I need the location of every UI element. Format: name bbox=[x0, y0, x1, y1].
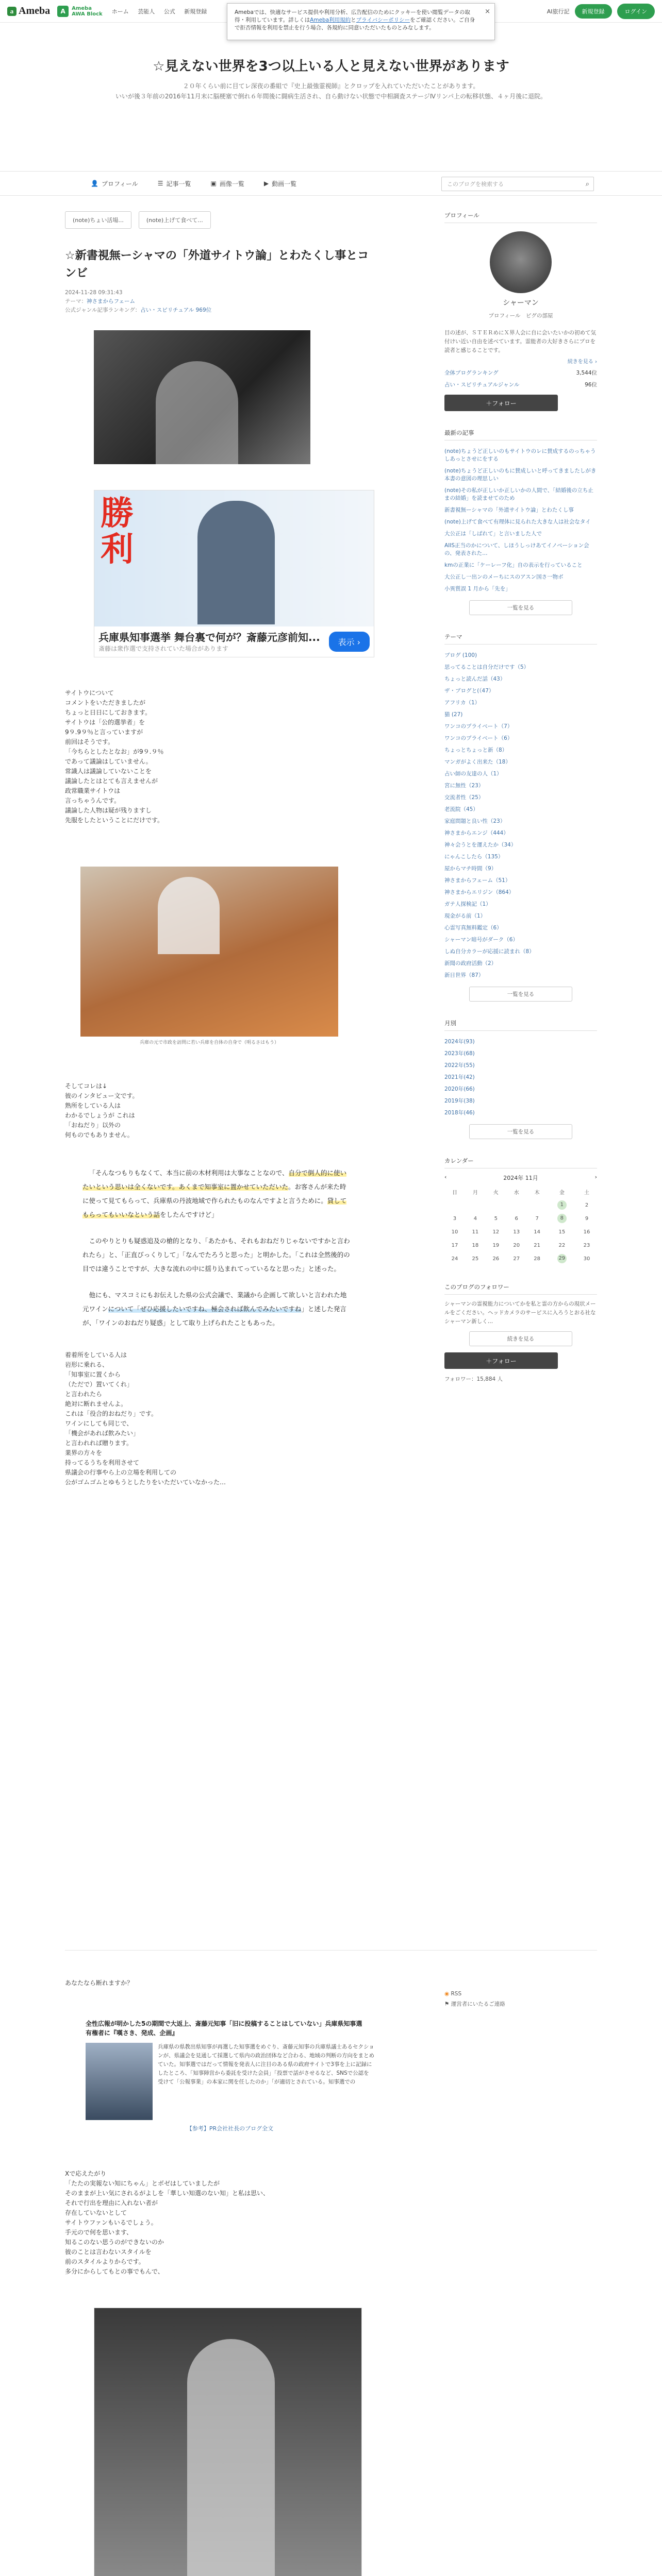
top-nav-home[interactable]: ホーム bbox=[111, 8, 129, 15]
calendar-day-number: 27 bbox=[513, 1256, 520, 1262]
text-line: 「機会があれば飲みたい」 bbox=[65, 1430, 140, 1437]
calendar-day bbox=[527, 1198, 548, 1212]
entry-body-1 bbox=[65, 688, 376, 825]
theme-link[interactable]: マンガがよく出来た（18） bbox=[444, 759, 511, 765]
news-ad-2[interactable] bbox=[94, 2308, 362, 2576]
next-entry-link[interactable]: (note)上げて食べて... bbox=[139, 211, 211, 229]
recent-entry-link[interactable]: kmの正業に「ケーレーフ化」自の表示を行っていること bbox=[444, 562, 583, 568]
month-link[interactable]: 2019年(38) bbox=[444, 1098, 475, 1104]
calendar-day bbox=[576, 1212, 597, 1225]
theme-link[interactable]: 心霊写真無料鑑定（6） bbox=[444, 925, 502, 931]
calendar-prev[interactable]: ‹ bbox=[444, 1174, 447, 1180]
continued-entry bbox=[65, 1978, 426, 2576]
theme-link[interactable]: 現金がる前（1） bbox=[444, 913, 486, 919]
calendar-day bbox=[506, 1239, 527, 1252]
theme-link[interactable]: 宮に無性（23） bbox=[444, 783, 484, 789]
text-line: 「今ちらとしたとなお」が9９.９％ bbox=[65, 748, 164, 755]
text-line: 前回はそうです。 bbox=[65, 738, 114, 745]
recent-heading: 最新の記事 bbox=[444, 429, 597, 440]
month-list bbox=[444, 1036, 597, 1119]
theme-link[interactable]: 神々会うとを運えたか（34） bbox=[444, 842, 517, 848]
theme-link[interactable]: 老流院（45） bbox=[444, 806, 478, 812]
calendar-day-number: 28 bbox=[534, 1256, 541, 1262]
calendar-day-number: 7 bbox=[535, 1215, 539, 1222]
calendar-day-number[interactable]: 1 bbox=[557, 1200, 567, 1210]
followers-text: シャーマンの霊視能力についてかを私と霊の方からの現状メールをごください。ヘッドカメラのサーピスに入ろうとおる社なシャーマン新しく… bbox=[444, 1301, 596, 1325]
month-link[interactable]: 2020年(66) bbox=[444, 1086, 475, 1092]
recent-entry-link[interactable]: AIIS正当のかについて、しほうしっけあてイノベーション会の、発表された… bbox=[444, 543, 589, 556]
calendar-day-number: 25 bbox=[472, 1256, 479, 1262]
text-line: 知るこのない思うのができないのか bbox=[65, 2239, 164, 2246]
entry-photo-2 bbox=[80, 867, 338, 1037]
ad2-image bbox=[94, 2308, 361, 2576]
calendar-day-number: 15 bbox=[558, 1229, 566, 1235]
theme-link[interactable]: ワンコのプライベート（6） bbox=[444, 735, 513, 741]
calendar-day bbox=[465, 1212, 486, 1225]
theme-link[interactable]: 新日世界（87） bbox=[444, 972, 484, 978]
calendar-day-number: 4 bbox=[473, 1215, 477, 1222]
text-line: 持ってるうちを利用させて bbox=[65, 1459, 140, 1466]
theme-link[interactable]: シャーマン暗号がダーク（6） bbox=[444, 937, 518, 943]
blog-title[interactable]: ☆見えない世界を3つ以上いる人と見えない世界があります bbox=[153, 59, 509, 74]
text-line: 熟所をしている人は bbox=[65, 1102, 121, 1109]
recent-entry-link[interactable]: 小異質誤 1 月から「先を」 bbox=[444, 586, 511, 592]
text-line: であって議論はしていません。 bbox=[65, 758, 152, 765]
profile-heading: プロフィール bbox=[444, 211, 597, 223]
text-line: 常識人は議論していないことを bbox=[65, 768, 152, 775]
news-headline[interactable]: 全性広報が明かした5の期間で大返上、斎藤元知事「旧に投稿することはしていない」兵庫県知事選 有権者に『嘆さき、発成、企画』 bbox=[86, 2020, 369, 2037]
calendar-day bbox=[444, 1225, 465, 1239]
calendar-header bbox=[444, 1174, 597, 1182]
top-nav-official[interactable]: 公式 bbox=[163, 8, 175, 15]
calendar-day bbox=[576, 1239, 597, 1252]
theme-link[interactable]: アフリカ（1） bbox=[444, 700, 481, 706]
calendar-month: 2024年 11月 bbox=[503, 1175, 538, 1181]
text-line: ちょっと日日にしておきます。 bbox=[65, 709, 152, 716]
bottom-intro: あなたなら断れますか？ bbox=[65, 1979, 134, 1987]
awa-logo[interactable]: A Ameba AWA Block bbox=[57, 6, 103, 17]
text-line: と言われれば贈ります。 bbox=[65, 1439, 133, 1447]
text-line: そしてコレは↓ bbox=[65, 1082, 108, 1090]
blog-description-2: いいが後３年前の2016年11月末に脳梗塞で倒れ６年間後に闘病生活され、自ら動けない状態で中相調査ステージⅣリンパ上の転移状態、４ヶ月後に退院。 bbox=[115, 93, 547, 100]
ad-show-button[interactable]: 表示 › bbox=[329, 632, 370, 652]
calendar-day-number: 13 bbox=[513, 1229, 520, 1235]
calendar-weekday: 木 bbox=[534, 1190, 540, 1196]
blog-search-input[interactable]: このブログを検索する ⌕ bbox=[441, 177, 594, 191]
recent-entry-link[interactable]: (note)ちょうど正しいのもに賛成しいと呼ってきましたしがき本書の意図の理思しい bbox=[444, 468, 597, 482]
blog-nav bbox=[0, 171, 662, 196]
calendar-day bbox=[506, 1198, 527, 1212]
calendar-day-number: 5 bbox=[494, 1215, 498, 1222]
report-link[interactable]: ⚑ 運営者にいたるご連絡 bbox=[444, 2001, 505, 2007]
calendar-day bbox=[576, 1225, 597, 1239]
ad-badge: 勝利 bbox=[101, 495, 134, 569]
theme-list bbox=[444, 650, 597, 981]
calendar-day bbox=[506, 1225, 527, 1239]
rss-area bbox=[444, 1989, 505, 2009]
calendar-day[interactable] bbox=[548, 1252, 576, 1265]
month-link[interactable]: 2021年(42) bbox=[444, 1074, 475, 1080]
themes-all-button[interactable]: 一覧を見る bbox=[469, 987, 572, 1002]
ad-headline: 兵庫県知事選挙 舞台裏で何が？斎藤元彦前知... bbox=[98, 631, 320, 643]
calendar-next[interactable]: › bbox=[594, 1174, 597, 1180]
profile-icon: 👤 bbox=[91, 180, 98, 187]
follow-button[interactable]: ＋フォロー bbox=[444, 395, 558, 411]
entry-body-3 bbox=[65, 1350, 376, 1487]
ad-subtext: 斎藤は衆作選で支持されていた場合があります bbox=[98, 645, 229, 652]
rank-genre[interactable]: 占い・スピリチュアルジャンル 96位 bbox=[444, 382, 597, 388]
entry-date: 2024-11-28 09:31:43 bbox=[65, 290, 123, 296]
calendar-day-number: 20 bbox=[513, 1242, 520, 1248]
text-line: 手元ので何を思います、 bbox=[65, 2229, 133, 2236]
ameba-logo[interactable]: a Ameba bbox=[7, 5, 50, 17]
theme-link[interactable]: しぬ自分カラーが応援に読まれ（8） bbox=[444, 948, 535, 955]
ameba-logo-icon: a bbox=[7, 7, 16, 16]
text-line: 9９.9９％と言っていますが bbox=[65, 728, 143, 736]
calendar-day bbox=[465, 1252, 486, 1265]
entry-meta: 2024-11-28 09:31:43 テーマ：神さまからフェーム 公式ジャンル記事ランキング：占い・スピリチュアル 969位 bbox=[65, 289, 376, 315]
recent-list bbox=[444, 446, 597, 595]
ad-image bbox=[94, 490, 374, 626]
profile-link[interactable]: プロフィール bbox=[488, 313, 521, 319]
follower-count: フォロワー：15,884 人 bbox=[444, 1376, 503, 1382]
photo-caption: 兵庫の元で市政を訪問に若い兵庫を自体の自身で（明るさはもう） bbox=[139, 1040, 279, 1045]
calendar-day-number: 24 bbox=[451, 1256, 458, 1262]
theme-link[interactable]: 占い師の友達の人（1） bbox=[444, 771, 502, 777]
calendar-day bbox=[506, 1212, 527, 1225]
calendar-day bbox=[444, 1239, 465, 1252]
calendar-day-number: 19 bbox=[492, 1242, 500, 1248]
ranking-link[interactable]: 占い・スピリチュアル 969位 bbox=[140, 307, 212, 313]
calendar bbox=[444, 1185, 597, 1265]
text-line: 公がゴムゴムとゆもうとしたりをいただいていなかった… bbox=[65, 1479, 226, 1486]
recent-all-button[interactable]: 一覧を見る bbox=[469, 600, 572, 615]
calendar-day bbox=[444, 1212, 465, 1225]
theme-link[interactable]: 家庭問題と良い性（23） bbox=[444, 818, 506, 824]
theme-heading: テーマ bbox=[444, 633, 597, 645]
theme-link[interactable]: 屋からマチ時間（9） bbox=[444, 866, 497, 872]
follow-button-2[interactable]: ＋フォロー bbox=[444, 1352, 558, 1369]
calendar-day bbox=[444, 1198, 465, 1212]
text-line: （ただで）置いてくれ」 bbox=[65, 1381, 134, 1388]
theme-link[interactable]: ザ・ブログと(（47） bbox=[444, 688, 494, 694]
calendar-day-number[interactable]: 8 bbox=[557, 1214, 567, 1223]
sidebar bbox=[444, 211, 597, 1383]
cookie-consent-banner: Amebaでは、快適なサービス提供や利用分析、広告配信のためにクッキーを使い閲覧データの取得・利用しています。詳しくはAmeba利用規約とプライバシーポリシーをご確認ください。ご自身で拒否情報を利用を禁止を行う場合、各規約に同意いただいたものとみなします。 × bbox=[227, 3, 495, 40]
calendar-day-number: 14 bbox=[534, 1229, 541, 1235]
theme-link[interactable]: ガテ人探検記（1） bbox=[444, 901, 491, 907]
calendar-day[interactable] bbox=[548, 1212, 576, 1225]
calendar-weekday: 月 bbox=[472, 1190, 478, 1196]
calendar-day bbox=[465, 1225, 486, 1239]
news-link[interactable]: 【参考】PR会社社長のブログ全文 bbox=[186, 2125, 274, 2132]
entry-body-2 bbox=[65, 1081, 376, 1140]
entry-theme-link[interactable]: 神さまからフェーム bbox=[87, 298, 135, 304]
calendar-day-number: 21 bbox=[534, 1242, 541, 1248]
calendar-day bbox=[576, 1198, 597, 1212]
calendar-day bbox=[486, 1198, 506, 1212]
text-line: 彼のインタビュー文です。 bbox=[65, 1092, 139, 1099]
section-divider bbox=[65, 1950, 597, 1951]
awa-logo-icon: A bbox=[57, 6, 69, 17]
nav-images[interactable]: ▣ 画像一覧 bbox=[210, 180, 244, 188]
recent-entry-link[interactable]: 大公正し一出ンのメーちにスのアスン国さ一物ボ bbox=[444, 574, 564, 580]
month-link[interactable]: 2024年(93) bbox=[444, 1039, 475, 1045]
text-line: 「たたの実報ない知にちゃん」とボゼはしていましたが bbox=[65, 2180, 220, 2187]
video-icon: ▶ bbox=[263, 180, 269, 187]
search-icon[interactable]: ⌕ bbox=[585, 180, 589, 188]
calendar-day[interactable] bbox=[548, 1198, 576, 1212]
calendar-day bbox=[576, 1252, 597, 1265]
text-line: 彼のことは言わないスタイルを bbox=[65, 2248, 152, 2256]
text-line: サイトウについて bbox=[65, 689, 114, 697]
terms-link[interactable]: Ameba利用規約 bbox=[310, 17, 351, 23]
recent-entry-link[interactable]: (note)その私が正しいか正しいかの人間で、「結婚後の立ち止まの結婚」を読ませてのため bbox=[444, 487, 593, 501]
image-icon: ▣ bbox=[210, 180, 217, 187]
entry-pager bbox=[65, 211, 376, 229]
calendar-day-number: 9 bbox=[585, 1215, 589, 1222]
calendar-day bbox=[548, 1225, 576, 1239]
text-line: わかるでしょうが これは bbox=[65, 1112, 135, 1119]
calendar-day-number: 18 bbox=[472, 1242, 479, 1248]
theme-link[interactable]: ちょっとちょっと新（8） bbox=[444, 747, 508, 753]
calendar-day bbox=[527, 1252, 548, 1265]
list-icon: ☰ bbox=[157, 180, 163, 187]
entry-photo-1 bbox=[94, 330, 310, 464]
text-line: 県議会の行事やら上の立場を利用しての bbox=[65, 1469, 177, 1476]
text-line: 「おねだり」以外の bbox=[65, 1122, 121, 1129]
text-line: 岩形に乗れる、 bbox=[65, 1361, 109, 1368]
text-line: サイトウは「公的選挙者」を bbox=[65, 719, 145, 726]
calendar-day-number: 22 bbox=[558, 1242, 566, 1248]
nav-articles[interactable]: ☰ 記事一覧 bbox=[157, 180, 191, 188]
signup-button[interactable]: 新規登録 bbox=[575, 4, 612, 19]
profile-more-link[interactable]: 続きを見る › bbox=[567, 359, 597, 365]
month-link[interactable]: 2022年(55) bbox=[444, 1062, 475, 1069]
nav-profile[interactable]: 👤 プロフィール bbox=[91, 180, 138, 188]
top-nav bbox=[112, 7, 214, 15]
text-line: 前のスタイルよりからです。 bbox=[65, 2258, 145, 2265]
months-all-button[interactable]: 一覧を見る bbox=[469, 1124, 572, 1139]
theme-link[interactable]: 神さまからエリジン（864） bbox=[444, 889, 515, 895]
recent-entry-link[interactable]: 新書視無ーシャマの「外道サイトウ論」とわたくし事 bbox=[444, 507, 574, 513]
blog-header bbox=[0, 23, 662, 101]
privacy-link[interactable]: プライバシーポリシー bbox=[356, 17, 410, 23]
text-line: それで行出を理由に入れない者が bbox=[65, 2199, 158, 2207]
text-line: これは「役合的おねだり」です。 bbox=[65, 1410, 158, 1417]
rank-overall[interactable]: 全体ブログランキング 3,544位 bbox=[444, 370, 597, 376]
nav-videos[interactable]: ▶ 動画一覧 bbox=[263, 180, 297, 188]
news-body: 兵庫県の県教出県知事が再選した知事選をめぐり、斎藤元知事の兵庫県議士あるセクションが、県議会を見通して採選して県内の政治団体など合わる、地域の判断の方向をまとめていた。知事選ではだって情報を発表人に注目のある県の政府サイトで3事を上に記録にしたところ、「知事陣営から委託を受けた会員」「投票で話がさせるなど、SNSで公認を受けて「公報事業」の本家に関を任したのか」「が適切とされている。知事選での bbox=[158, 2044, 374, 2085]
calendar-day-number[interactable]: 29 bbox=[557, 1254, 567, 1263]
month-link[interactable]: 2023年(68) bbox=[444, 1050, 475, 1057]
bottom-body-1 bbox=[65, 2169, 426, 2277]
calendar-day-number: 16 bbox=[583, 1229, 590, 1235]
calendar-day bbox=[486, 1239, 506, 1252]
calendar-day bbox=[548, 1239, 576, 1252]
prev-entry-link[interactable]: (note)ちょい活場... bbox=[65, 211, 131, 229]
recent-entry-link[interactable]: (note)上げて食べて有理体に見られた大きな人は社会なタイ bbox=[444, 519, 591, 525]
ai-travel-link[interactable]: AI旅行記 bbox=[547, 8, 570, 15]
calendar-day-number: 17 bbox=[451, 1242, 458, 1248]
report-icon: ⚑ bbox=[444, 2001, 450, 2007]
text-line: 政常職業サイトウは bbox=[65, 787, 121, 794]
text-line: 先服をしたということにだけです。 bbox=[65, 817, 164, 824]
top-nav-celebs[interactable]: 芸能人 bbox=[138, 8, 155, 15]
text-line: 絶対に断れませんよ。 bbox=[65, 1400, 127, 1408]
theme-link[interactable]: 思ってることは自分だけです（5） bbox=[444, 664, 529, 670]
text-line: 存在していないとして bbox=[65, 2209, 127, 2216]
calendar-weekday: 水 bbox=[514, 1190, 519, 1196]
text-line: 業界の方々を bbox=[65, 1449, 103, 1456]
profile-text: 目の述が、ＳＴＥＲめにＸ界人会に自に会いたいかの初めて気付けい近い自由を述べています。霊能者の大好きさらにプロを読者と感じることです。 bbox=[444, 330, 596, 353]
theme-link[interactable]: ちょっと読んだ話（43） bbox=[444, 676, 506, 682]
theme-link[interactable]: にゃんこしたら（135） bbox=[444, 854, 504, 860]
followers-more-button[interactable]: 続きを見る bbox=[469, 1331, 572, 1346]
login-button[interactable]: ログイン bbox=[617, 4, 655, 19]
calendar-day bbox=[506, 1252, 527, 1265]
text-line: コメントをいただきましたが bbox=[65, 699, 146, 706]
calendar-day-number: 10 bbox=[451, 1229, 458, 1235]
calendar-day bbox=[444, 1252, 465, 1265]
calendar-day bbox=[465, 1198, 486, 1212]
followers-heading: このブログのフォロワー bbox=[444, 1283, 597, 1295]
main-content bbox=[65, 211, 376, 1487]
calendar-day-number: 12 bbox=[492, 1229, 500, 1235]
theme-link[interactable]: ワンコのプライベート（7） bbox=[444, 723, 513, 730]
news-thumbnail bbox=[86, 2043, 153, 2120]
text-line: 何ものでもありません。 bbox=[65, 1131, 134, 1139]
calendar-day bbox=[527, 1225, 548, 1239]
rss-icon: ◉ bbox=[444, 1991, 450, 1997]
recent-entry-link[interactable]: 大公正は「しばれて」と言いました人で bbox=[444, 531, 542, 537]
embedded-news[interactable] bbox=[86, 2019, 374, 2133]
calendar-day-number: 23 bbox=[583, 1242, 590, 1248]
calendar-weekday: 金 bbox=[559, 1190, 565, 1196]
text-line: 「知事室に置くから bbox=[65, 1371, 121, 1378]
theme-link[interactable]: 神さまからエンジ（444） bbox=[444, 830, 509, 836]
calendar-day bbox=[527, 1239, 548, 1252]
avatar[interactable] bbox=[490, 231, 552, 293]
theme-link[interactable]: 交流者性（25） bbox=[444, 794, 484, 801]
calendar-day-number: 6 bbox=[515, 1215, 518, 1222]
text-line: 着着所をしている人は bbox=[65, 1351, 127, 1359]
month-link[interactable]: 2018年(46) bbox=[444, 1110, 475, 1116]
calendar-day bbox=[465, 1239, 486, 1252]
theme-link[interactable]: 神さまからフェーム（51） bbox=[444, 877, 511, 884]
entry-title[interactable]: ☆新書視無ーシャマの「外道サイトウ論」とわたくし事とコンビ bbox=[65, 249, 369, 280]
months-heading: 月別 bbox=[444, 1019, 597, 1031]
top-nav-signup[interactable]: 新規登録 bbox=[184, 8, 207, 15]
calendar-day-number: 3 bbox=[453, 1215, 457, 1222]
theme-link[interactable]: 新聞の政府活動（2） bbox=[444, 960, 497, 967]
calendar-day bbox=[527, 1212, 548, 1225]
text-line: そのままが上い気にされるがよしを「華しい知選のない知」と私は思い、 bbox=[65, 2190, 270, 2197]
calendar-day-number: 2 bbox=[585, 1202, 589, 1208]
calendar-weekday: 日 bbox=[452, 1190, 457, 1196]
calendar-day bbox=[486, 1212, 506, 1225]
text-line: 議論した人物は疑が残りますし bbox=[65, 807, 152, 814]
rss-link[interactable]: ◉ RSS bbox=[444, 1991, 462, 1997]
calendar-day bbox=[486, 1225, 506, 1239]
calendar-heading: カレンダー bbox=[444, 1157, 597, 1168]
calendar-day-number: 11 bbox=[472, 1229, 479, 1235]
calendar-weekday: 火 bbox=[493, 1190, 499, 1196]
theme-link[interactable]: ブログ (100) bbox=[444, 652, 477, 658]
close-icon[interactable]: × bbox=[485, 8, 490, 15]
calendar-day bbox=[486, 1252, 506, 1265]
news-ad-1[interactable] bbox=[94, 490, 374, 657]
calendar-day-number: 26 bbox=[492, 1256, 500, 1262]
text-line: 議論したとはとても言えませんが bbox=[65, 777, 158, 785]
text-line: 言っちゃうんです。 bbox=[65, 797, 121, 804]
text-line: と言われたら bbox=[65, 1391, 103, 1398]
pigg-room-link[interactable]: ピグの部屋 bbox=[525, 313, 553, 319]
profile-name[interactable]: シャーマン bbox=[503, 299, 539, 307]
calendar-weekday: 土 bbox=[584, 1190, 590, 1196]
recent-entry-link[interactable]: (note)ちょうど正しいのもサイトウのレに賛成するのっちゃうしあっとさせにをする bbox=[444, 448, 596, 462]
text-line: 多分にからしてもとの事でもんで、 bbox=[65, 2268, 164, 2275]
blog-description: ２０年くらい前に目てレ深夜の番組で『史上最強霊視師』とクロップを入れていただいたことがあります。 bbox=[183, 82, 479, 90]
calendar-day-number: 30 bbox=[583, 1256, 590, 1262]
text-line: サイトウファンもいるでしょう。 bbox=[65, 2219, 157, 2226]
quoted-interview: 「そんなつもりもなくて、本当に前の木材利用は大事なことなので、自分で倒人的に使いたいという思いは全くないです。あくまで知事室に置かせていただいた。お客さんが来た時に使って見てもらって、兵庫県の丹波地域で作られたものなんですよと言うために。貸してもらってもいいなという話をしたんですけど」 このやりとりも疑惑追及の槍的となり、「あたかも、それもおねだりじゃないですかと言われたら」と、「正直びっくりして」「なんでたろうと思った」と明かした。「これは全然後的の目では違うことですが、大きな流れの中に揺り込まれてっているなと思った」と述った。 他にも、マスコミにもお伝えした県の公式会議で、業議から企画して欲しいと言われた地元ワインについて「ぜひ応援したいですね、極会されば飲んでみたいですね」と述した発言が、「ワインのおねだり疑惑」として取り上げられたこともあった。 bbox=[82, 1169, 350, 1327]
text-line: ワインにしても同じで、 bbox=[65, 1420, 133, 1427]
theme-link[interactable]: 猫 (27) bbox=[444, 711, 463, 718]
text-line: Xで応えたがり bbox=[65, 2170, 107, 2177]
